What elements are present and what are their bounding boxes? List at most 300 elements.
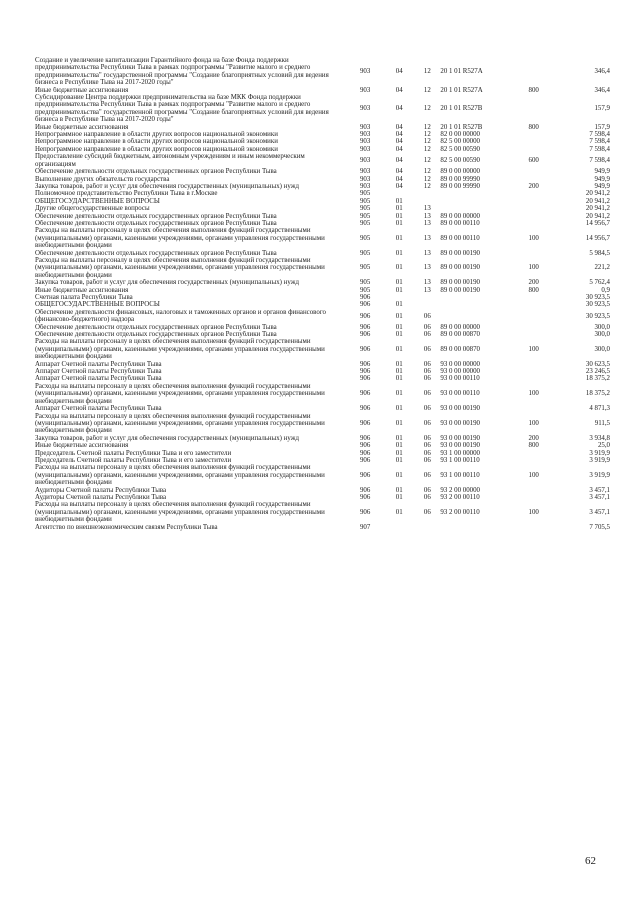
row-sum-cell: 3 457,1 [589, 493, 610, 501]
row-sum-cell: 157,9 [594, 105, 610, 113]
row-vr-cell [519, 94, 549, 124]
row-pr-cell: 12 [423, 182, 431, 190]
row-rz-cell: 04 [395, 156, 403, 164]
row-name-cell: Аппарат Счетной палаты Республики Тыва [35, 405, 162, 413]
row-pr-cell: 13 [423, 219, 431, 227]
row-vr-cell [519, 213, 549, 220]
row-vr-cell [519, 190, 549, 197]
table-row [35, 250, 610, 257]
row-vr-cell: 200 [528, 434, 539, 442]
row-name-cell: Другие общегосударственные вопросы [35, 205, 150, 213]
row-gr-cell: 906 [359, 442, 371, 450]
row-vr-cell [519, 131, 549, 138]
row-name-cell: Расходы на выплаты персоналу в целях обеспечения выполнения функций государственными (муниципальными) органами, казенными учреждениями, органами управления государственными внебюджетными фондами [35, 412, 325, 435]
row-cs-cell [440, 524, 518, 531]
row-vr-cell: 100 [528, 471, 539, 479]
row-gr-cell: 905 [359, 190, 371, 198]
row-cs-cell [440, 301, 518, 308]
row-pr-cell: 06 [423, 486, 431, 494]
row-rz-cell: 04 [395, 138, 403, 146]
row-sum-cell: 7 705,5 [589, 523, 610, 531]
row-pr-cell: 06 [423, 493, 431, 501]
row-pr-cell: 13 [423, 234, 431, 242]
row-gr-cell: 903 [359, 182, 371, 190]
table-row [35, 279, 610, 286]
row-name-cell: Председатель Счетной палаты Республики Тыва и его заместители [35, 449, 232, 457]
row-vr-cell [519, 494, 549, 501]
row-cs-cell: 93 0 00 00190 [440, 434, 480, 442]
row-sum-cell: 20 941,2 [585, 197, 610, 205]
row-cs-cell: 20 1 01 R527B [440, 105, 483, 113]
table-row [35, 294, 610, 301]
row-name-cell: Закупка товаров, работ и услуг для обеспечения государственных (муниципальных) нужд [35, 279, 299, 287]
row-sum-cell: 346,4 [594, 86, 610, 94]
row-cs-cell: 89 0 00 00190 [440, 264, 480, 272]
row-vr-cell [519, 375, 549, 382]
row-gr-cell: 906 [359, 405, 371, 413]
row-sum-cell: 949,9 [594, 182, 610, 190]
row-gr-cell: 903 [359, 123, 371, 131]
row-cs-cell [440, 309, 518, 324]
table-row [35, 138, 610, 145]
row-sum-cell: 23 246,5 [585, 368, 610, 376]
row-sum-cell: 20 941,2 [585, 190, 610, 198]
row-vr-cell: 800 [528, 123, 539, 131]
row-rz-cell: 01 [395, 360, 403, 368]
row-name-cell: Создание и увеличение капитализации Гарантийного фонда на базе Фонда поддержки предпринимательства Республики Тыва в рамках подпрограммы "Развитие малого и среднего предпринимательства" государственной программы "Создание благоприятных условий для ведения бизнеса в Республике Тыва на 2017-2020 годы" [35, 57, 329, 87]
row-sum-cell: 0,9 [601, 286, 610, 294]
row-sum-cell: 4 871,3 [589, 405, 610, 413]
table-row [35, 405, 610, 412]
row-name-cell: Полномочное представительство Республики Тыва в г.Москве [35, 190, 218, 198]
row-cs-cell: 93 2 00 00110 [440, 493, 480, 501]
row-sum-cell: 157,9 [594, 123, 610, 131]
row-sum-cell: 3 919,9 [589, 471, 610, 479]
row-gr-cell: 903 [359, 138, 371, 146]
row-rz-cell: 04 [395, 168, 403, 176]
row-gr-cell: 906 [359, 493, 371, 501]
row-gr-cell: 906 [359, 486, 371, 494]
row-vr-cell: 200 [528, 279, 539, 287]
row-vr-cell [519, 450, 549, 457]
row-pr-cell: 12 [423, 145, 431, 153]
row-sum-cell: 7 598,4 [589, 145, 610, 153]
row-name-cell: Расходы на выплаты персоналу в целях обеспечения выполнения функций государственными (муниципальными) органами, казенными учреждениями, органами управления государственными внебюджетными фондами [35, 464, 325, 487]
row-gr-cell: 905 [359, 219, 371, 227]
row-rz-cell: 01 [395, 419, 403, 427]
table-row [35, 375, 610, 382]
row-gr-cell: 905 [359, 249, 371, 257]
row-pr-cell: 06 [423, 471, 431, 479]
row-cs-cell: 20 1 01 R527A [440, 68, 483, 76]
row-name-cell: Непрограммное направление в области других вопросов национальной экономики [35, 145, 278, 153]
row-gr-cell: 903 [359, 168, 371, 176]
row-rz-cell: 04 [395, 175, 403, 183]
row-gr-cell: 906 [359, 323, 371, 331]
table-row [35, 524, 610, 531]
row-gr-cell: 906 [359, 456, 371, 464]
row-pr-cell [414, 301, 440, 308]
row-pr-cell [414, 198, 440, 205]
row-rz-cell: 04 [395, 123, 403, 131]
row-rz-cell: 01 [395, 197, 403, 205]
row-rz-cell [384, 294, 414, 301]
row-rz-cell: 04 [395, 86, 403, 94]
row-rz-cell: 04 [395, 68, 403, 76]
row-vr-cell [519, 138, 549, 145]
table-row [35, 324, 610, 331]
table-row [35, 331, 610, 338]
row-cs-cell: 93 2 00 00110 [440, 508, 480, 516]
row-name-cell: Счетная палата Республики Тыва [35, 294, 133, 301]
row-pr-cell: 12 [423, 131, 431, 139]
row-pr-cell: 13 [423, 205, 431, 213]
table-row [35, 487, 610, 494]
row-pr-cell: 06 [423, 312, 431, 320]
table-row [35, 190, 610, 197]
row-gr-cell: 903 [359, 68, 371, 76]
table-row [35, 205, 610, 212]
row-cs-cell: 89 0 00 00870 [440, 345, 480, 353]
row-cs-cell: 82 0 00 00000 [440, 131, 480, 139]
row-pr-cell: 06 [423, 419, 431, 427]
row-gr-cell: 903 [359, 131, 371, 139]
row-sum-cell: 7 598,4 [589, 138, 610, 146]
page-number: 62 [585, 855, 596, 867]
row-cs-cell: 89 0 00 00000 [440, 323, 480, 331]
row-cs-cell: 89 0 00 00110 [440, 234, 480, 242]
row-cs-cell [440, 190, 518, 197]
row-rz-cell: 04 [395, 145, 403, 153]
row-vr-cell: 800 [528, 442, 539, 450]
row-gr-cell: 903 [359, 156, 371, 164]
row-rz-cell: 01 [395, 264, 403, 272]
row-pr-cell [414, 524, 440, 531]
row-name-cell: Иные бюджетные ассигнования [35, 286, 129, 294]
table-row [35, 94, 610, 124]
row-pr-cell: 12 [423, 105, 431, 113]
row-name-cell: Обеспечение деятельности финансовых, налоговых и таможенных органов и органов финансового (финансово-бюджетного) надзора [35, 308, 326, 324]
row-pr-cell: 12 [423, 123, 431, 131]
table-row [35, 146, 610, 153]
row-rz-cell: 01 [395, 249, 403, 257]
table-row [35, 413, 610, 435]
table-row [35, 168, 610, 175]
row-sum-cell: 14 956,7 [585, 234, 610, 242]
table-row [35, 198, 610, 205]
row-gr-cell: 906 [359, 331, 371, 339]
row-name-cell: ОБЩЕГОСУДАРСТВЕННЫЕ ВОПРОСЫ [35, 197, 160, 205]
row-vr-cell [519, 176, 549, 183]
table-row [35, 338, 610, 360]
table-row [35, 213, 610, 220]
row-gr-cell: 903 [359, 145, 371, 153]
row-pr-cell: 06 [423, 508, 431, 516]
table-row [35, 301, 610, 308]
row-sum-cell: 30 923,5 [585, 301, 610, 309]
row-vr-cell [519, 57, 549, 87]
row-pr-cell: 06 [423, 331, 431, 339]
row-name-cell: Непрограммное направление в области других вопросов национальной экономики [35, 138, 278, 146]
row-pr-cell: 13 [423, 212, 431, 220]
row-vr-cell: 100 [528, 419, 539, 427]
row-rz-cell: 01 [395, 493, 403, 501]
budget-table-body [35, 57, 610, 531]
row-rz-cell: 01 [395, 508, 403, 516]
row-gr-cell: 906 [359, 419, 371, 427]
row-cs-cell: 93 0 00 00110 [440, 375, 480, 383]
row-vr-cell: 200 [528, 182, 539, 190]
row-vr-cell: 800 [528, 286, 539, 294]
row-gr-cell: 905 [359, 264, 371, 272]
table-row [35, 442, 610, 449]
table-row [35, 87, 610, 94]
row-pr-cell: 13 [423, 279, 431, 287]
row-rz-cell: 04 [395, 131, 403, 139]
row-name-cell: Обеспечение деятельности отдельных государственных органов Республики Тыва [35, 168, 277, 176]
row-rz-cell: 04 [395, 105, 403, 113]
row-name-cell: Расходы на выплаты персоналу в целях обеспечения выполнения функций государственными (муниципальными) органами, казенными учреждениями, органами управления государственными внебюджетными фондами [35, 338, 325, 361]
row-pr-cell: 06 [423, 323, 431, 331]
row-pr-cell: 06 [423, 368, 431, 376]
row-name-cell: Обеспечение деятельности отдельных государственных органов Республики Тыва [35, 331, 277, 339]
row-cs-cell: 20 1 01 R527B [440, 123, 483, 131]
row-sum-cell: 949,9 [594, 175, 610, 183]
row-vr-cell: 100 [528, 345, 539, 353]
row-vr-cell [519, 324, 549, 331]
row-gr-cell: 905 [359, 212, 371, 220]
table-row [35, 383, 610, 405]
row-rz-cell: 01 [395, 345, 403, 353]
row-vr-cell [519, 309, 549, 324]
row-cs-cell: 89 0 00 00000 [440, 212, 480, 220]
row-gr-cell: 903 [359, 86, 371, 94]
row-gr-cell: 906 [359, 345, 371, 353]
row-sum-cell: 7 598,4 [589, 156, 610, 164]
row-pr-cell: 06 [423, 360, 431, 368]
row-gr-cell: 905 [359, 286, 371, 294]
table-row [35, 361, 610, 368]
row-name-cell: Аппарат Счетной палаты Республики Тыва [35, 360, 162, 368]
row-gr-cell: 906 [359, 360, 371, 368]
table-row [35, 124, 610, 131]
row-gr-cell: 906 [359, 294, 371, 301]
table-row [35, 57, 610, 87]
row-gr-cell: 906 [359, 301, 371, 309]
row-cs-cell: 93 1 00 00110 [440, 456, 480, 464]
row-rz-cell: 01 [395, 442, 403, 450]
row-pr-cell: 12 [423, 175, 431, 183]
row-gr-cell: 906 [359, 449, 371, 457]
row-vr-cell [519, 301, 549, 308]
row-name-cell: Расходы на выплаты персоналу в целях обеспечения выполнения функций государственными (муниципальными) органами, казенными учреждениями, органами управления государственными внебюджетными фондами [35, 501, 325, 524]
row-gr-cell: 906 [359, 312, 371, 320]
table-row [35, 450, 610, 457]
row-cs-cell: 89 0 00 00870 [440, 331, 480, 339]
row-cs-cell: 93 0 00 00190 [440, 442, 480, 450]
row-vr-cell: 100 [528, 508, 539, 516]
row-rz-cell: 01 [395, 368, 403, 376]
row-sum-cell: 30 923,5 [585, 294, 610, 301]
table-row [35, 131, 610, 138]
row-rz-cell: 01 [395, 219, 403, 227]
table-row [35, 435, 610, 442]
row-cs-cell: 89 0 00 99990 [440, 175, 480, 183]
row-name-cell: Расходы на выплаты персоналу в целях обеспечения выполнения функций государственными (муниципальными) органами, казенными учреждениями, органами управления государственными внебюджетными фондами [35, 382, 325, 405]
row-sum-cell: 3 919,9 [589, 449, 610, 457]
row-vr-cell [519, 457, 549, 464]
row-vr-cell [519, 168, 549, 175]
row-cs-cell: 93 2 00 00000 [440, 486, 480, 494]
row-rz-cell: 01 [395, 375, 403, 383]
row-sum-cell: 911,5 [594, 419, 610, 427]
row-name-cell: Закупка товаров, работ и услуг для обеспечения государственных (муниципальных) нужд [35, 434, 299, 442]
row-sum-cell: 5 984,5 [589, 249, 610, 257]
row-gr-cell: 906 [359, 368, 371, 376]
row-name-cell: Иные бюджетные ассигнования [35, 123, 129, 131]
row-name-cell: Аудиторы Счетной палаты Республики Тыва [35, 486, 167, 494]
row-rz-cell: 01 [395, 449, 403, 457]
row-rz-cell: 01 [395, 486, 403, 494]
row-vr-cell: 800 [528, 86, 539, 94]
row-name-cell: Председатель Счетной палаты Республики Тыва и его заместители [35, 456, 232, 464]
row-cs-cell: 89 0 00 00110 [440, 219, 480, 227]
row-vr-cell: 100 [528, 234, 539, 242]
row-pr-cell: 06 [423, 449, 431, 457]
row-sum-cell: 300,0 [594, 345, 610, 353]
row-vr-cell [519, 205, 549, 212]
row-sum-cell: 30 923,5 [585, 312, 610, 320]
row-pr-cell: 12 [423, 86, 431, 94]
row-sum-cell: 30 623,5 [585, 360, 610, 368]
row-vr-cell [519, 487, 549, 494]
table-row [35, 464, 610, 486]
row-name-cell: Аппарат Счетной палаты Республики Тыва [35, 375, 162, 383]
row-sum-cell: 300,0 [594, 331, 610, 339]
row-cs-cell: 93 1 00 00110 [440, 471, 480, 479]
row-gr-cell: 905 [359, 234, 371, 242]
row-cs-cell: 89 0 00 00190 [440, 249, 480, 257]
row-sum-cell: 3 934,8 [589, 434, 610, 442]
row-cs-cell: 93 1 00 00000 [440, 449, 480, 457]
row-vr-cell [519, 198, 549, 205]
row-rz-cell: 01 [395, 286, 403, 294]
row-name-cell: Предоставление субсидий бюджетным, автономным учреждениям и иным некоммерческим организациям [35, 153, 305, 168]
row-name-cell: Закупка товаров, работ и услуг для обеспечения государственных (муниципальных) нужд [35, 182, 299, 190]
row-rz-cell: 01 [395, 312, 403, 320]
row-sum-cell: 5 762,4 [589, 279, 610, 287]
row-vr-cell [519, 331, 549, 338]
row-pr-cell: 13 [423, 264, 431, 272]
table-row [35, 183, 610, 190]
row-sum-cell: 3 457,1 [589, 508, 610, 516]
row-cs-cell: 93 0 00 00190 [440, 419, 480, 427]
row-gr-cell: 906 [359, 508, 371, 516]
row-rz-cell: 01 [395, 390, 403, 398]
row-sum-cell: 20 941,2 [585, 212, 610, 220]
row-vr-cell [519, 294, 549, 301]
budget-table [35, 57, 610, 531]
row-cs-cell: 93 0 00 00110 [440, 390, 480, 398]
table-row [35, 494, 610, 501]
row-cs-cell: 82 5 00 00590 [440, 156, 480, 164]
table-row [35, 153, 610, 168]
table-row [35, 227, 610, 249]
row-gr-cell: 906 [359, 434, 371, 442]
row-vr-cell [519, 146, 549, 153]
row-name-cell: Обеспечение деятельности отдельных государственных органов Республики Тыва [35, 323, 277, 331]
row-pr-cell: 06 [423, 456, 431, 464]
row-rz-cell: 04 [395, 182, 403, 190]
row-cs-cell: 93 0 00 00000 [440, 360, 480, 368]
row-cs-cell: 89 0 00 00000 [440, 168, 480, 176]
row-gr-cell: 905 [359, 205, 371, 213]
row-cs-cell: 93 0 00 00000 [440, 368, 480, 376]
row-rz-cell: 01 [395, 301, 403, 309]
table-row [35, 501, 610, 523]
row-name-cell: Расходы на выплаты персоналу в целях обеспечения выполнения функций государственными (муниципальными) органами, казенными учреждениями, органами управления государственными внебюджетными фондами [35, 227, 325, 250]
row-rz-cell: 01 [395, 456, 403, 464]
table-row [35, 309, 610, 324]
row-rz-cell: 01 [395, 434, 403, 442]
row-name-cell: Аппарат Счетной палаты Республики Тыва [35, 368, 162, 376]
row-gr-cell: 905 [359, 279, 371, 287]
row-pr-cell: 13 [423, 249, 431, 257]
row-sum-cell: 18 375,2 [585, 375, 610, 383]
row-vr-cell: 100 [528, 390, 539, 398]
row-cs-cell: 82 5 00 00000 [440, 138, 480, 146]
row-rz-cell: 01 [395, 205, 403, 213]
row-rz-cell: 01 [395, 279, 403, 287]
row-name-cell: Обеспечение деятельности отдельных государственных органов Республики Тыва [35, 219, 277, 227]
row-pr-cell: 12 [423, 168, 431, 176]
row-cs-cell: 89 0 00 99990 [440, 182, 480, 190]
table-row [35, 368, 610, 375]
row-gr-cell: 903 [359, 175, 371, 183]
row-sum-cell: 3 919,9 [589, 456, 610, 464]
row-pr-cell: 06 [423, 434, 431, 442]
row-cs-cell: 82 5 00 00590 [440, 145, 480, 153]
row-vr-cell [519, 524, 549, 531]
row-gr-cell: 905 [359, 197, 371, 205]
row-gr-cell: 903 [359, 105, 371, 113]
row-sum-cell: 25,0 [597, 442, 610, 450]
row-pr-cell: 12 [423, 156, 431, 164]
row-rz-cell: 01 [395, 234, 403, 242]
row-cs-cell: 89 0 00 00190 [440, 286, 480, 294]
row-gr-cell: 906 [359, 471, 371, 479]
row-vr-cell: 600 [528, 156, 539, 164]
row-cs-cell [440, 294, 518, 301]
row-sum-cell: 14 956,7 [585, 219, 610, 227]
row-sum-cell: 346,4 [594, 68, 610, 76]
row-sum-cell: 3 457,1 [589, 486, 610, 494]
row-gr-cell: 906 [359, 375, 371, 383]
row-name-cell: Иные бюджетные ассигнования [35, 442, 129, 450]
row-name-cell: Обеспечение деятельности отдельных государственных органов Республики Тыва [35, 249, 277, 257]
row-pr-cell: 06 [423, 442, 431, 450]
row-pr-cell: 12 [423, 138, 431, 146]
row-rz-cell [384, 524, 414, 531]
row-rz-cell: 01 [395, 212, 403, 220]
row-pr-cell: 13 [423, 286, 431, 294]
row-cs-cell [440, 198, 518, 205]
row-vr-cell [519, 405, 549, 412]
row-sum-cell: 7 598,4 [589, 131, 610, 139]
row-name-cell: Обеспечение деятельности отдельных государственных органов Республики Тыва [35, 212, 277, 220]
row-rz-cell: 01 [395, 331, 403, 339]
row-cs-cell [440, 205, 518, 212]
